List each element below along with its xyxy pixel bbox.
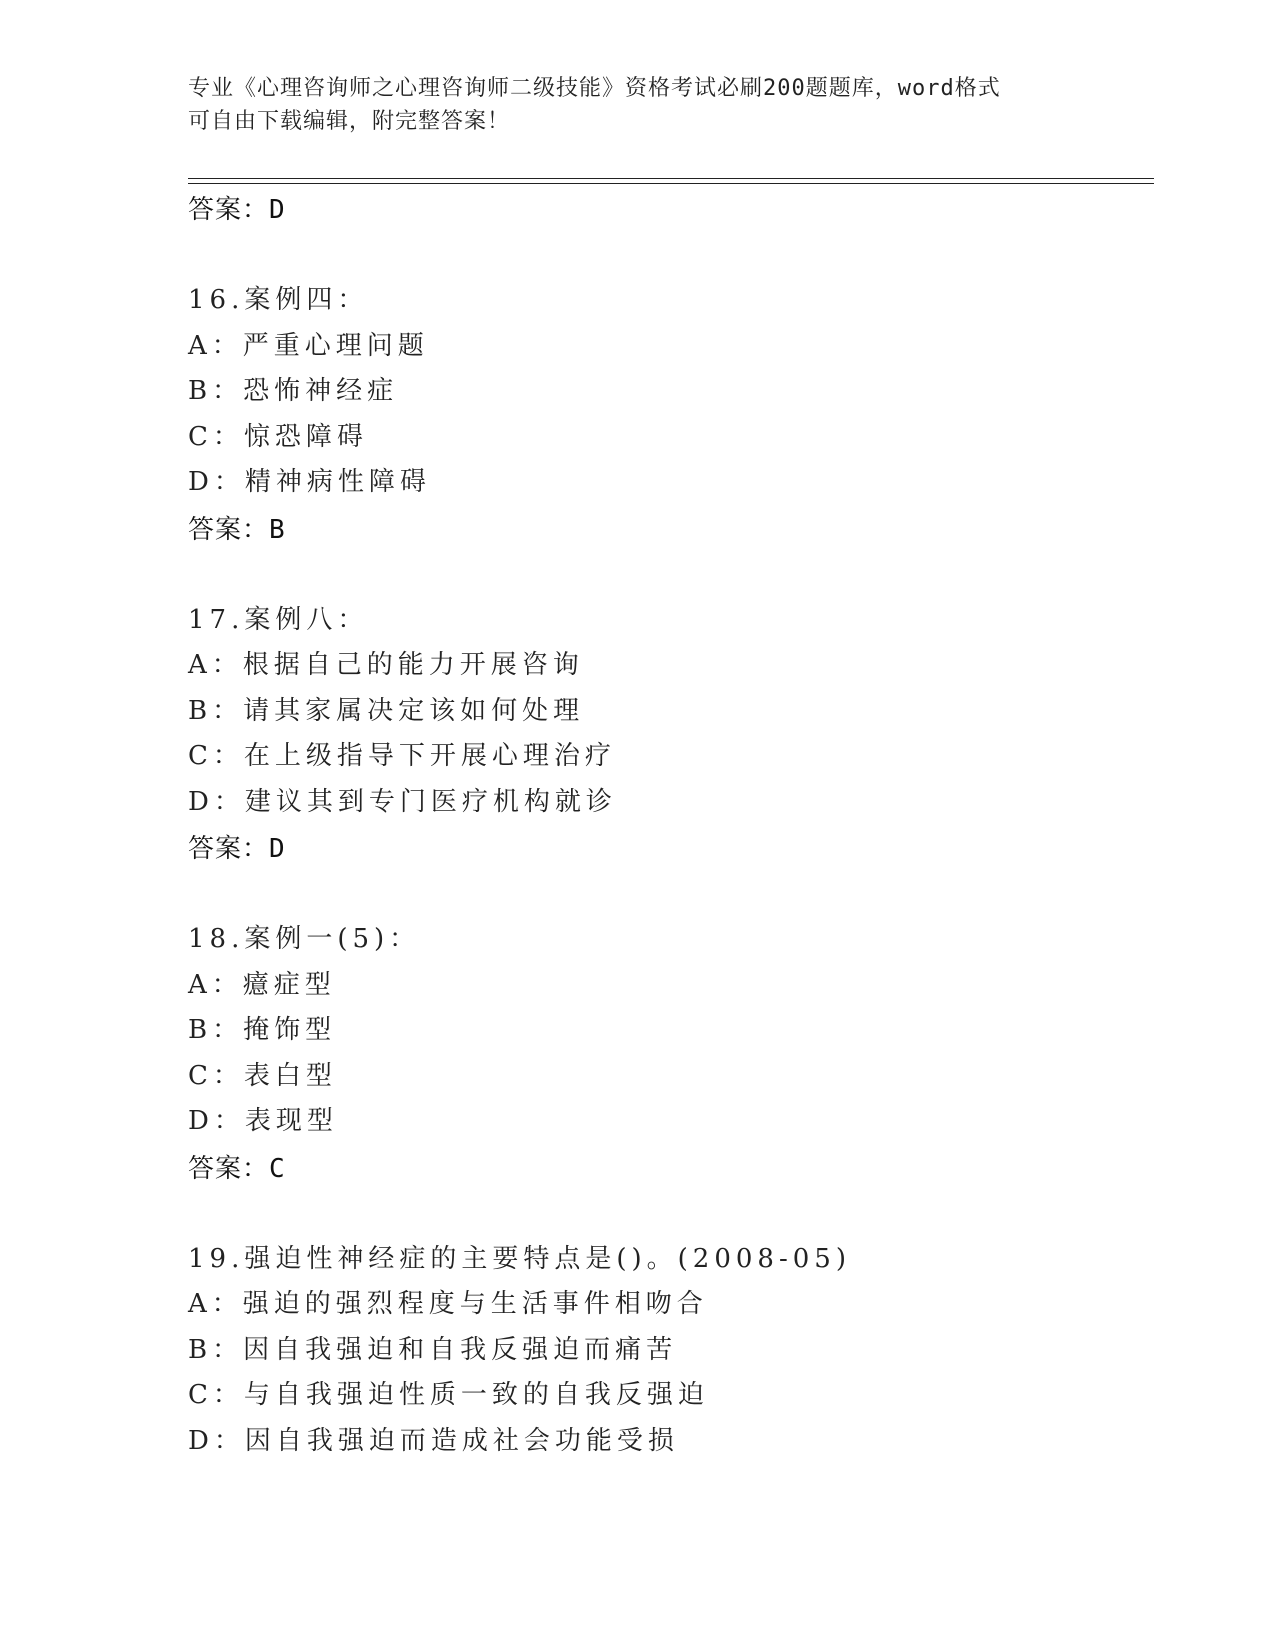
document-header — [188, 72, 1088, 138]
option-b: B：请其家属决定该如何处理 — [188, 695, 585, 726]
answer-line: 答案：D — [188, 834, 286, 864]
option-a: A：严重心理问题 — [188, 330, 429, 361]
header-line-1: 专业《心理咨询师之心理咨询师二级技能》资格考试必刷200题题库，word格式 — [188, 76, 1001, 101]
option-c: C：在上级指导下开展心理治疗 — [188, 741, 616, 771]
option-a: A：强迫的强烈程度与生活事件相吻合 — [188, 1289, 708, 1319]
option-b: B：掩饰型 — [188, 1015, 337, 1045]
option-a: A：癔症型 — [188, 969, 336, 1000]
question-stem: 18.案例一(5)： — [188, 924, 421, 954]
answer-line: 答案：D — [188, 195, 286, 225]
option-a: A：根据自己的能力开展咨询 — [188, 650, 584, 680]
header-divider-bottom — [188, 183, 1154, 184]
question-list — [188, 186, 1148, 1464]
option-d: D：建议其到专门医疗机构就诊 — [188, 786, 617, 817]
spacer — [188, 873, 1148, 917]
question-stem: 16.案例四： — [188, 285, 369, 315]
question-stem: 17.案例八： — [188, 604, 369, 635]
option-c: C：惊恐障碍 — [188, 421, 368, 452]
header-divider-top — [188, 178, 1154, 179]
option-b: B：恐怖神经症 — [188, 376, 399, 406]
option-b: B：因自我强迫和自我反强迫而痛苦 — [188, 1334, 678, 1365]
spacer — [188, 554, 1148, 598]
question-stem: 19.强迫性神经症的主要特点是()。(2008-05) — [188, 1243, 851, 1274]
question-block-18 — [188, 917, 1148, 1193]
question-block-16 — [188, 278, 1148, 554]
option-d: D：精神病性障碍 — [188, 467, 431, 497]
option-d: D：表现型 — [188, 1106, 338, 1136]
question-block-17 — [188, 598, 1148, 874]
spacer — [188, 234, 1148, 278]
header-line-2: 可自由下载编辑，附完整答案！ — [188, 109, 511, 134]
option-d: D：因自我强迫而造成社会功能受损 — [188, 1425, 679, 1456]
option-c: C：与自我强迫性质一致的自我反强迫 — [188, 1380, 709, 1410]
question-block-19 — [188, 1237, 1148, 1465]
answer-line: 答案：B — [188, 514, 286, 545]
answer-line: 答案：C — [188, 1153, 286, 1184]
spacer — [188, 1193, 1148, 1237]
option-c: C：表白型 — [188, 1060, 337, 1091]
